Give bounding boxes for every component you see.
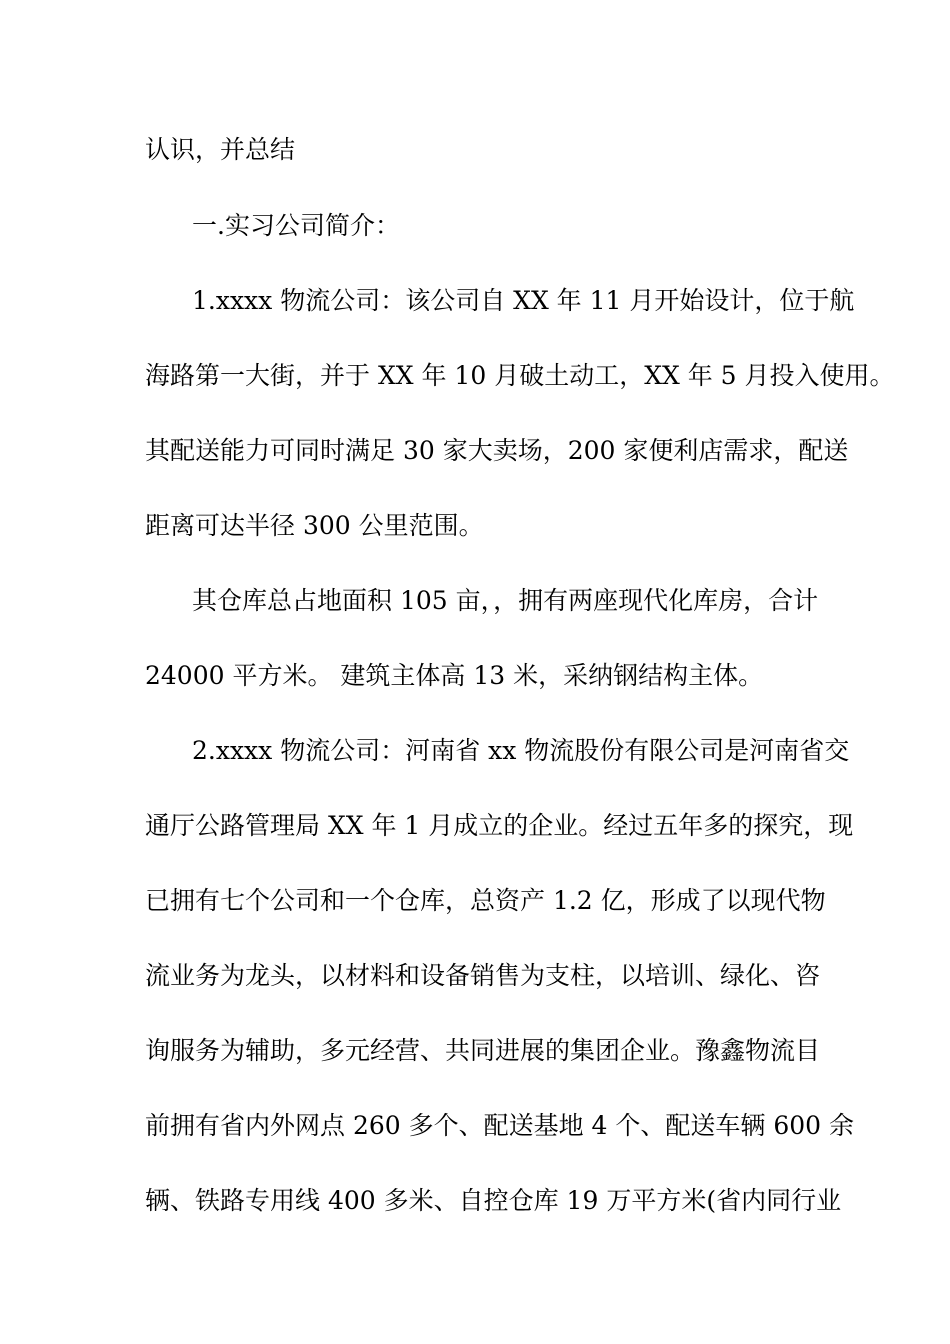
text-line: 通厅公路管理局 XX 年 1 月成立的企业。经过五年多的探究，现 [145,811,854,840]
text-line: 认识，并总结 [145,135,296,164]
text-line: 2.xxxx 物流公司：河南省 xx 物流股份有限公司是河南省交 [192,736,850,765]
text-line: 1.xxxx 物流公司：该公司自 XX 年 11 月开始设计，位于航 [192,286,855,315]
text-line: 询服务为辅助，多元经营、共同进展的集团企业。豫鑫物流目 [145,1036,821,1065]
text-line: 辆、铁路专用线 400 多米、自控仓库 19 万平方米(省内同行业 [145,1186,842,1215]
text-line: 距离可达半径 300 公里范围。 [145,511,484,540]
text-line: 已拥有七个公司和一个仓库，总资产 1.2 亿，形成了以现代物 [145,886,826,915]
text-line: 海路第一大街，并于 XX 年 10 月破土动工，XX 年 5 月投入使用。 [145,361,895,390]
text-line: 前拥有省内外网点 260 多个、配送基地 4 个、配送车辆 600 余 [145,1111,855,1140]
section-heading: 一.实习公司简介： [192,211,400,240]
text-line: 其仓库总占地面积 105 亩，，拥有两座现代化库房，合计 [192,586,819,615]
text-line: 流业务为龙头，以材料和设备销售为支柱，以培训、绿化、咨 [145,961,821,990]
text-line: 24000 平方米。 建筑主体高 13 米，采纳钢结构主体。 [145,661,764,690]
text-line: 其配送能力可同时满足 30 家大卖场，200 家便利店需求，配送 [145,436,849,465]
